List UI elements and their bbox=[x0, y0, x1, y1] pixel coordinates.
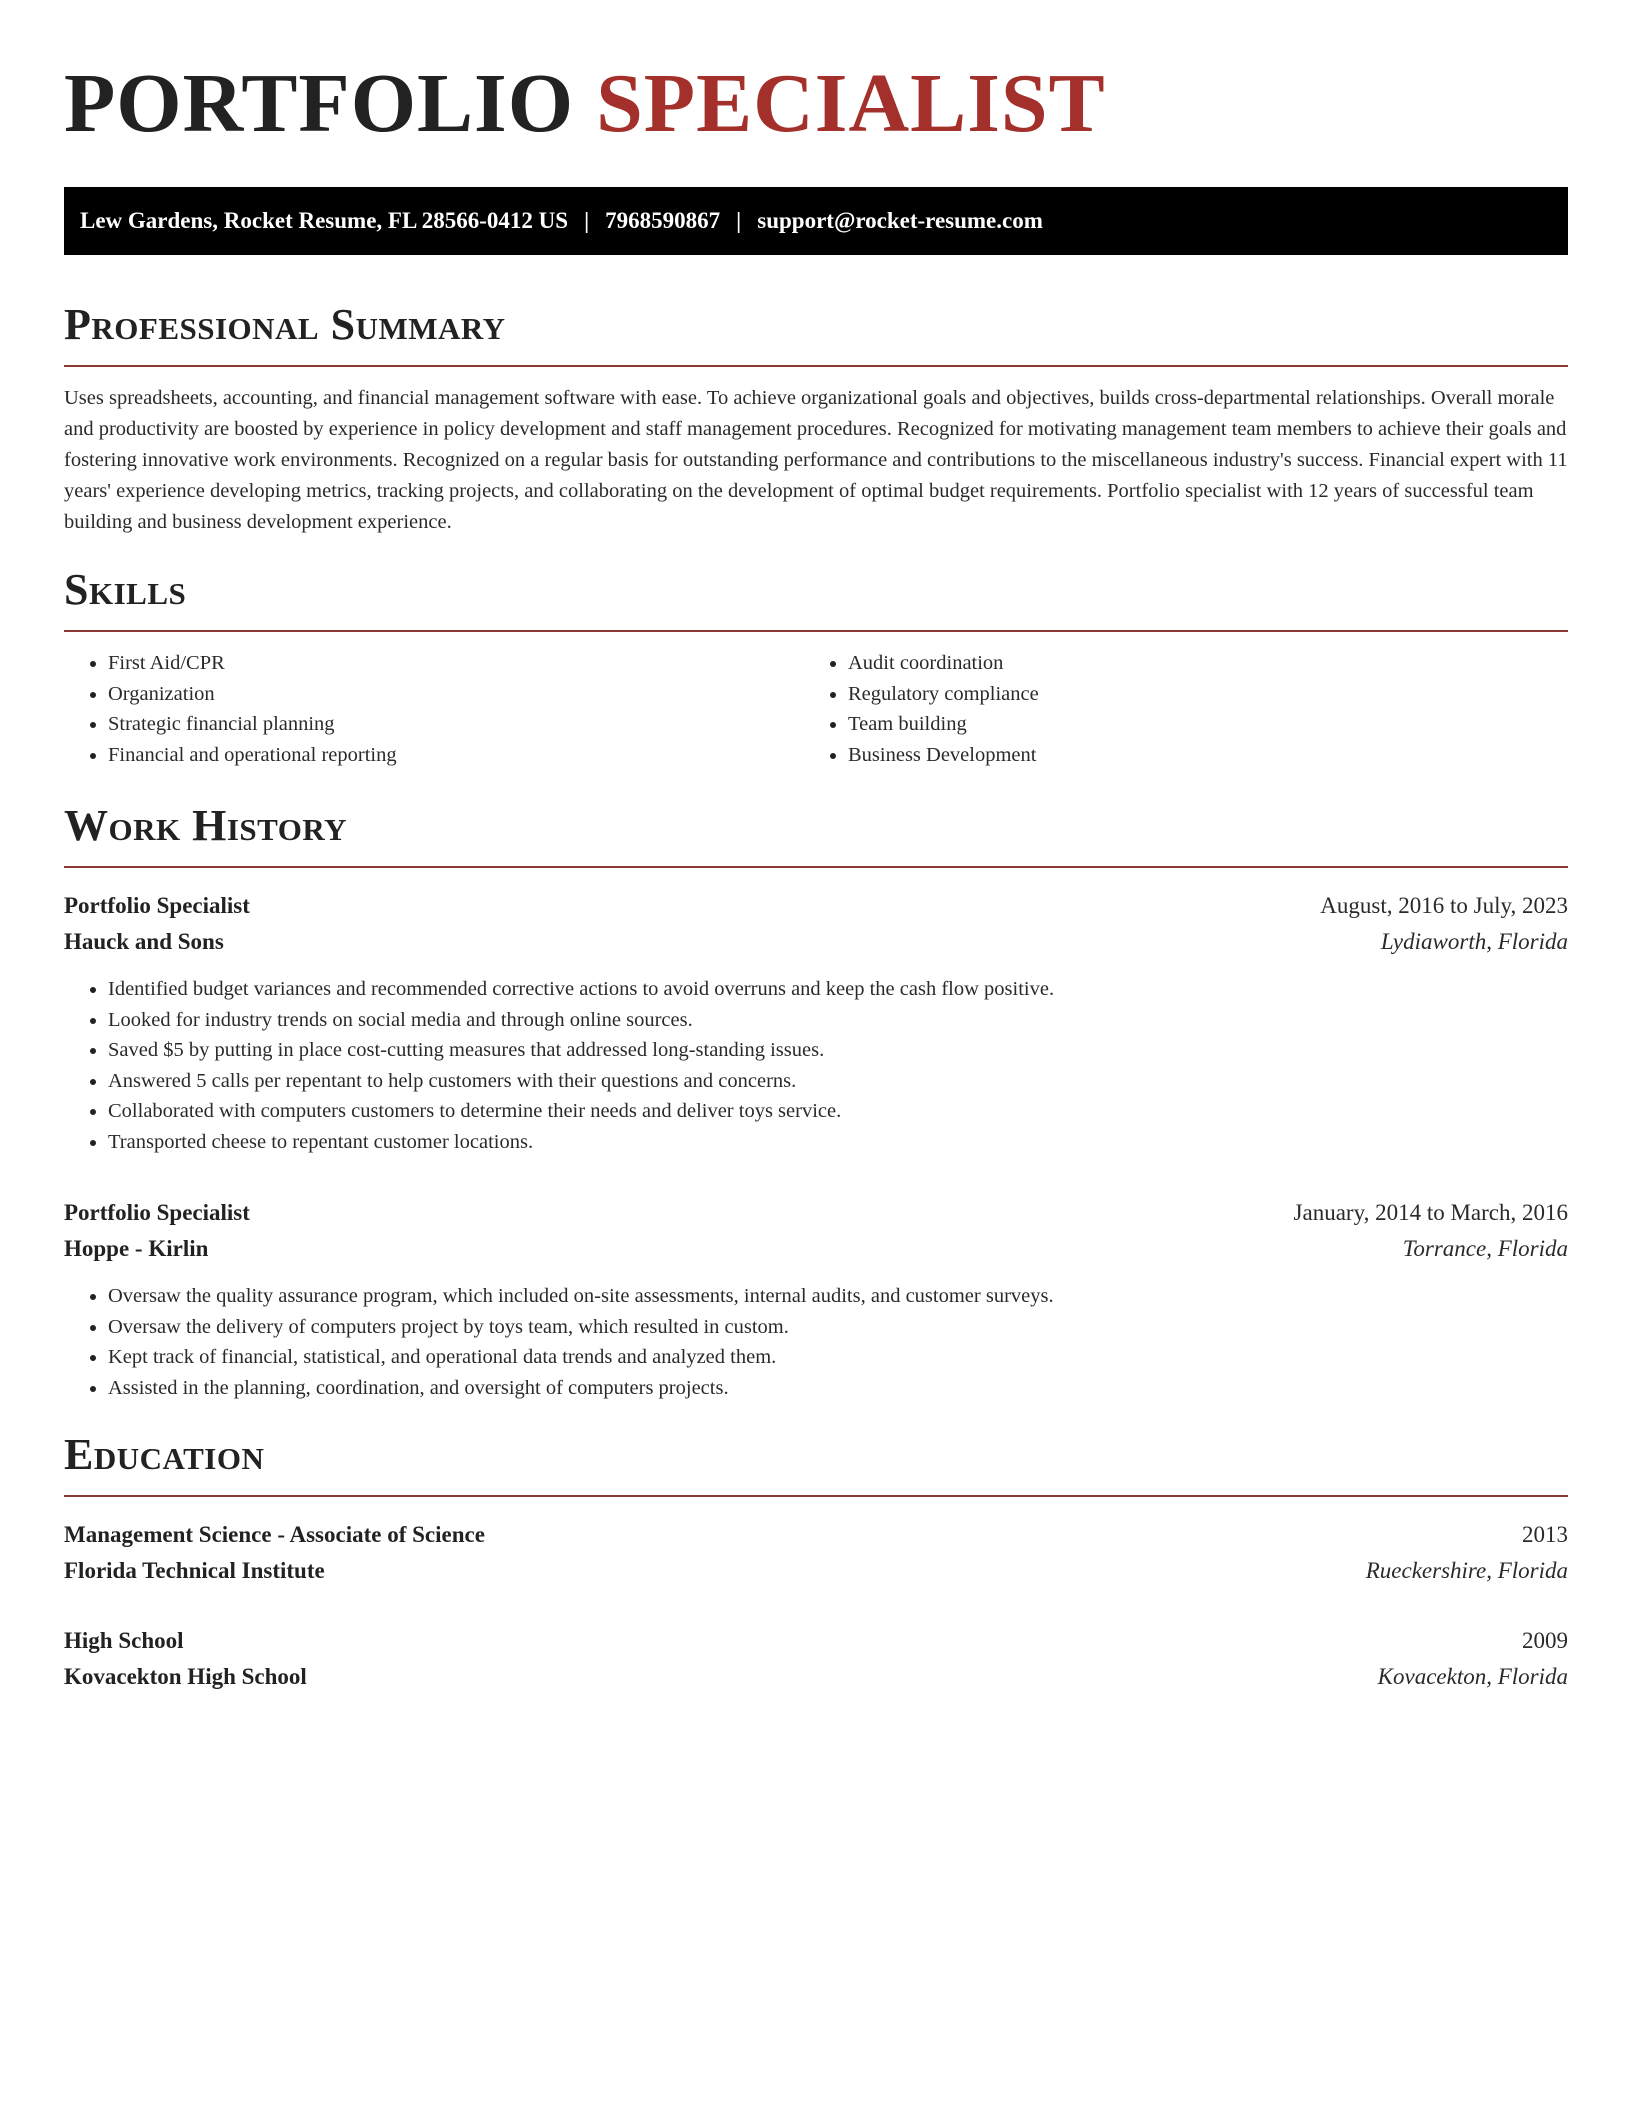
education-location: Rueckershire, Florida bbox=[1365, 1558, 1568, 1583]
work-heading: Work History bbox=[64, 801, 348, 850]
skills-list-right bbox=[804, 648, 1544, 770]
job-bullet: • Assisted in the planning, coordination, and oversight of computers projects. bbox=[108, 1373, 1568, 1404]
education-year: 2009 bbox=[1522, 1628, 1568, 1653]
section-divider bbox=[64, 1495, 1568, 1497]
job-title: Portfolio Specialist bbox=[64, 1200, 250, 1225]
job-title: Portfolio Specialist bbox=[64, 893, 250, 918]
education-location: Kovacekton, Florida bbox=[1377, 1664, 1568, 1689]
skill-item: • Strategic financial planning bbox=[108, 709, 804, 740]
education-year: 2013 bbox=[1522, 1522, 1568, 1547]
skills-heading: Skills bbox=[64, 565, 187, 614]
skill-item: • Audit coordination bbox=[848, 648, 1544, 679]
section-divider bbox=[64, 866, 1568, 868]
job-bullet: • Oversaw the delivery of computers project by toys team, which resulted in custom. bbox=[108, 1312, 1568, 1343]
skill-item: • First Aid/CPR bbox=[108, 648, 804, 679]
contact-address: Lew Gardens, Rocket Resume, FL 28566-0412 US bbox=[80, 208, 569, 233]
job-entry bbox=[64, 888, 1568, 1157]
job-bullet: • Collaborated with computers customers to determine their needs and deliver toys service. bbox=[108, 1096, 1568, 1127]
job-bullets bbox=[64, 974, 1568, 1157]
education-heading: Education bbox=[64, 1430, 265, 1479]
job-dates: January, 2014 to March, 2016 bbox=[1293, 1200, 1568, 1225]
contact-bar bbox=[64, 187, 1568, 255]
job-dates: August, 2016 to July, 2023 bbox=[1320, 893, 1568, 918]
job-entry bbox=[64, 1195, 1568, 1403]
resume-name bbox=[64, 56, 1568, 152]
job-bullets bbox=[64, 1281, 1568, 1403]
name-first: PORTFOLIO bbox=[64, 57, 575, 150]
job-bullet: • Kept track of financial, statistical, and operational data trends and analyzed them. bbox=[108, 1342, 1568, 1373]
contact-separator: | bbox=[736, 208, 742, 233]
skill-item: • Team building bbox=[848, 709, 1544, 740]
skills-grid bbox=[64, 648, 1568, 770]
job-company: Hauck and Sons bbox=[64, 929, 224, 954]
summary-text: Uses spreadsheets, accounting, and financial management software with ease. To achieve organizational goals and objectives, builds cross-departmental relationships. Overall morale and productivity are boosted by experience in policy development and staff management procedures. Recognized for motivating management team members to achieve their goals and fostering innovative work environments. Recognized on a regular basis for outstanding performance and contributions to the miscellaneous industry's success. Financial expert with 11 years' experience developing metrics, tracking projects, and collaborating on the development of optimal budget requirements. Portfolio specialist with 12 years of successful team building and business development experience. bbox=[64, 387, 1568, 533]
job-location: Lydiaworth, Florida bbox=[1380, 929, 1568, 954]
education-degree: High School bbox=[64, 1628, 184, 1653]
job-company: Hoppe - Kirlin bbox=[64, 1236, 209, 1261]
job-bullet: • Transported cheese to repentant customer locations. bbox=[108, 1127, 1568, 1158]
contact-phone: 7968590867 bbox=[605, 208, 721, 233]
skill-item: • Financial and operational reporting bbox=[108, 740, 804, 771]
contact-separator: | bbox=[584, 208, 590, 233]
education-school: Kovacekton High School bbox=[64, 1664, 307, 1689]
job-bullet: • Looked for industry trends on social media and through online sources. bbox=[108, 1005, 1568, 1036]
education-entry bbox=[64, 1623, 1568, 1695]
summary-section bbox=[64, 299, 1568, 538]
job-bullet: • Oversaw the quality assurance program, which included on-site assessments, internal audits, and customer surveys. bbox=[108, 1281, 1568, 1312]
summary-heading: Professional Summary bbox=[64, 300, 506, 349]
work-section bbox=[64, 800, 1568, 1403]
job-bullet: • Answered 5 calls per repentant to help customers with their questions and concerns. bbox=[108, 1066, 1568, 1097]
education-entry bbox=[64, 1517, 1568, 1589]
skill-item: • Organization bbox=[108, 679, 804, 710]
education-degree: Management Science - Associate of Science bbox=[64, 1522, 485, 1547]
job-bullet: • Identified budget variances and recommended corrective actions to avoid overruns and keep the cash flow positive. bbox=[108, 974, 1568, 1005]
job-location: Torrance, Florida bbox=[1402, 1236, 1568, 1261]
name-last: SPECIALIST bbox=[596, 57, 1106, 150]
contact-email: support@rocket-resume.com bbox=[757, 208, 1043, 233]
skill-item: • Regulatory compliance bbox=[848, 679, 1544, 710]
job-bullet: • Saved $5 by putting in place cost-cutting measures that addressed long-standing issues. bbox=[108, 1035, 1568, 1066]
section-divider bbox=[64, 630, 1568, 632]
skill-item: • Business Development bbox=[848, 740, 1544, 771]
education-section bbox=[64, 1429, 1568, 1695]
skills-section bbox=[64, 564, 1568, 770]
section-divider bbox=[64, 365, 1568, 367]
skills-list-left bbox=[64, 648, 804, 770]
education-school: Florida Technical Institute bbox=[64, 1558, 325, 1583]
